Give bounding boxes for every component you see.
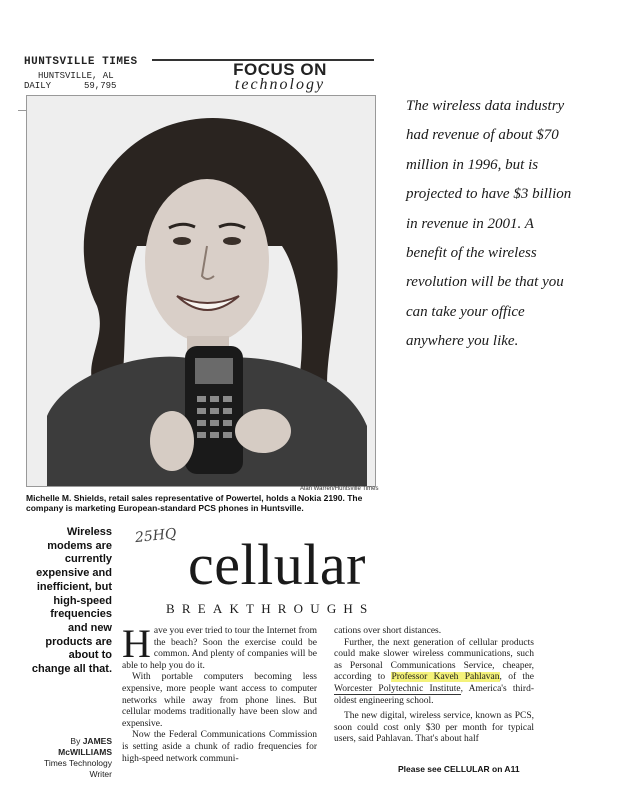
- article-column-1: [122, 621, 317, 765]
- highlighted-name: Professor Kaveh Pahlavan: [391, 672, 500, 683]
- paragraph-2: With portable computers becoming less expensive, more people want access to computer networks while away from phone lines. But cellular modems traditionally have been slow and expensive.: [122, 672, 317, 729]
- photo-caption: Michelle M. Shields, retail sales representative of Powertel, holds a Nokia 2190. The company is marketing European-standard PCS phones in Huntsville.: [26, 493, 363, 513]
- paragraph-5-text-c: , America's third-oldest engineering school.: [334, 683, 534, 706]
- paragraph-6: The new digital, wireless service, known as PCS, soon could cost only $30 per month for typical users, said Pahlavan. That's about half: [334, 711, 534, 745]
- section-sublabel: technology: [234, 76, 326, 93]
- photo-illustration: [27, 96, 375, 486]
- left-eye: [173, 237, 191, 245]
- drop-cap: H: [122, 621, 151, 666]
- right-eye: [223, 237, 241, 245]
- article-photo: [26, 95, 376, 487]
- article-deck: Wireless modems are currently expensive and inefficient, but high-speed frequencies and new products are about to change all that.: [31, 526, 112, 676]
- photo-credit: Alan Warren/Huntsville Times: [300, 486, 379, 492]
- face-shape: [145, 179, 269, 343]
- byline-role-1: Times Technology: [43, 758, 112, 768]
- stamp-circulation: 59,795: [84, 81, 117, 91]
- paragraph-5-text-a: Further, the next generation of cellular products could make slower wireless communications, such as Personal Communications Service, cheaper, according to: [334, 637, 534, 683]
- paragraph-5-text-b: , of the: [499, 672, 535, 683]
- continued-line: Please see CELLULAR on A11: [398, 764, 520, 774]
- byline: [28, 736, 112, 780]
- headline: cellular: [188, 532, 366, 597]
- underlined-institute: Worcester Polytechnic Institute: [334, 683, 461, 694]
- paragraph-4: cations over short distances.: [334, 626, 442, 636]
- stamp-city: HUNTSVILLE, AL: [38, 71, 114, 81]
- subhead: BREAKTHROUGHS: [166, 601, 375, 616]
- paragraph-1: [122, 621, 317, 672]
- section-label: FOCUS ON: [233, 60, 327, 79]
- byline-last-name: McWILLIAMS: [58, 747, 112, 757]
- paragraph-3: Now the Federal Communications Commission is setting aside a chunk of radio frequencies for high-speed network communi-: [122, 730, 317, 764]
- byline-first-name: JAMES: [82, 736, 112, 746]
- byline-prefix: By: [70, 736, 81, 746]
- stamp-frequency: DAILY: [24, 81, 52, 91]
- paragraph-5: [334, 638, 534, 708]
- pull-quote: The wireless data industry had revenue of about $70 million in 1996, but is projected to have $3 billion in revenue in 2001. A benefit of the wireless revolution will be that you can take your office anywhere you like.: [406, 98, 572, 350]
- byline-role-2: Writer: [89, 769, 112, 779]
- stamp-paper-name: HUNTSVILLE TIMES: [24, 56, 138, 68]
- paragraph-1-text: ave you ever tried to tour the Internet from the beach? Soon the exercise could be common. And plenty of companies will be able to help you do it.: [122, 626, 317, 671]
- article-column-2: [334, 626, 534, 746]
- handwritten-note: 25HQ: [134, 525, 178, 547]
